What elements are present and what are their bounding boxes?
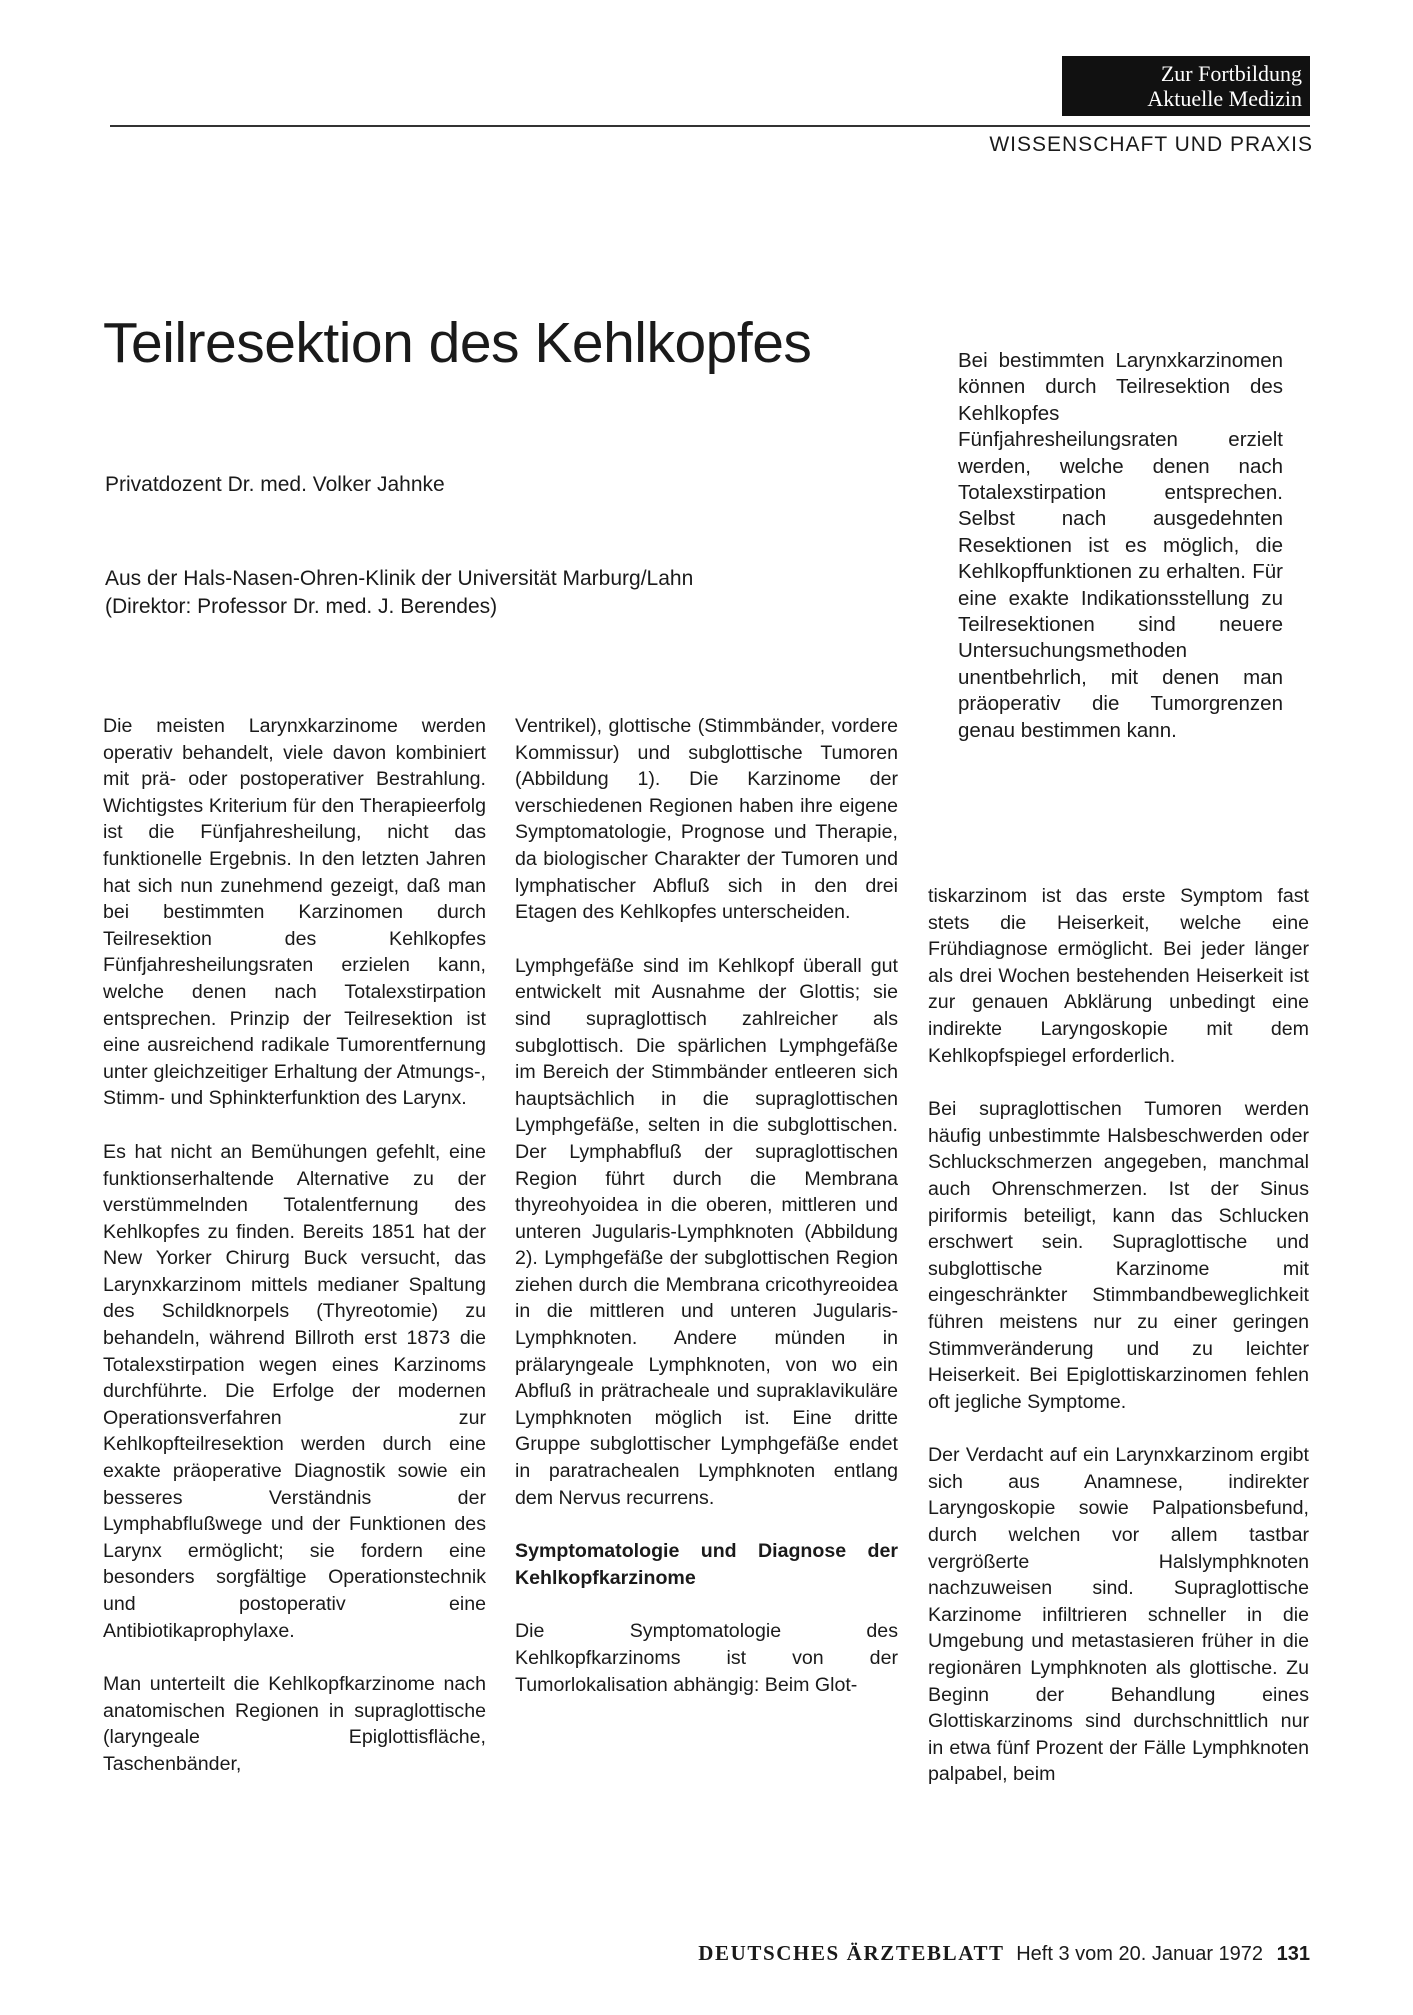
article-summary: Bei bestimmten Larynxkarzinomen können durch Teilresektion des Kehlkopfes Fünfjahresheilungsraten erzielt werden, welche denen nach Totalexstirpation entsprechen. Selbst nach ausgedehnten Resektionen ist es möglich, die Kehlkopffunktionen zu erhalten. Für eine exakte Indikationsstellung zu Teilresektionen sind neuere Untersuchungsmethoden unentbehrlich, mit denen man präoperativ die Tumorgrenzen genau bestimmen kann.: [958, 349, 1283, 742]
author-line: Privatdozent Dr. med. Volker Jahnke: [105, 473, 445, 496]
affiliation-line-2: (Direktor: Professor Dr. med. J. Berendes): [105, 595, 498, 618]
affiliation: [105, 565, 693, 621]
section-label: WISSENSCHAFT UND PRAXIS: [989, 133, 1313, 156]
page-footer: [698, 1941, 1310, 1966]
badge-line-1: Zur Fortbildung: [1160, 61, 1302, 86]
page-number: 131: [1276, 1943, 1310, 1965]
header-rule: [110, 125, 1310, 127]
body-column-1: [103, 713, 486, 1778]
body-column-3: [928, 883, 1309, 1788]
body-column-2: [515, 713, 898, 1698]
affiliation-line-1: Aus der Hals-Nasen-Ohren-Klinik der Universität Marburg/Lahn: [105, 567, 694, 590]
paragraph: Es hat nicht an Bemühungen gefehlt, eine funktionserhaltende Alternative zu der verstümmelnden Totalentfernung des Kehlkopfes zu finden. Bereits 1851 hat der New Yorker Chirurg Buck versucht, das Larynxkarzinom mittels medianer Spaltung des Schildknorpels (Thyreotomie) zu behandeln, während Billroth erst 1873 die Totalexstirpation wegen eines Karzinoms durchführte. Die Erfolge der modernen Operationsverfahren zur Kehlkopfteilresektion werden durch eine exakte präoperative Diagnostik sowie ein besseres Verständnis der Lymphabflußwege und der Funktionen des Larynx ermöglicht; sie fordern eine besonders sorgfältige Operationstechnik und postoperativ eine Antibiotikaprophylaxe.: [103, 1140, 486, 1642]
journal-name: DEUTSCHES ÄRZTEBLATT: [698, 1941, 1005, 1965]
badge-line-2: Aktuelle Medizin: [1147, 86, 1302, 111]
paragraph: Bei supraglottischen Tumoren werden häufig unbestimmte Halsbeschwerden oder Schluckschmerzen angegeben, manchmal auch Ohrenschmerzen. Ist der Sinus piriformis beteiligt, kann das Schlucken erschwert sein. Supraglottische und subglottische Karzinome mit eingeschränkter Stimmbandbeweglichkeit führen meistens nur zu einer geringen Stimmveränderung und zu leichter Heiserkeit. Bei Epiglottiskarzinomen fehlen oft jegliche Symptome.: [928, 1098, 1309, 1413]
paragraph: Ventrikel), glottische (Stimmbänder, vordere Kommissur) und subglottische Tumoren (Abbildung 1). Die Karzinome der verschiedenen Regionen haben ihre eigene Symptomatologie, Prognose und Therapie, da biologischer Charakter der Tumoren und lymphatischer Abfluß sich in den drei Etagen des Kehlkopfes unterscheiden.: [515, 715, 898, 924]
article-title: Teilresektion des Kehlkopfes: [103, 311, 812, 375]
paragraph: Lymphgefäße sind im Kehlkopf überall gut entwickelt mit Ausnahme der Glottis; sie sind supraglottisch zahlreicher als subglottisch. Die spärlichen Lymphgefäße im Bereich der Stimmbänder entleeren sich hauptsächlich in die supraglottischen Lymphgefäße, selten in die subglottischen. Der Lymphabfluß der supraglottischen Region führt durch die Membrana thyreohyoidea in die oberen, mittleren und unteren Jugularis-Lymphknoten (Abbildung 2). Lymphgefäße der subglottischen Region ziehen durch die Membrana cricothyreoidea in die mittleren und unteren Jugularis-Lymphknoten. Andere münden in prälaryngeale Lymphknoten, von wo ein Abfluß in prätracheale und supraklavikuläre Lymphknoten möglich ist. Eine dritte Gruppe subglottischer Lymphgefäße endet in paratrachealen Lymphknoten entlang dem Nervus recurrens.: [515, 954, 898, 1509]
issue-info: Heft 3 vom 20. Januar 1972: [1016, 1943, 1264, 1965]
section-badge: [1062, 56, 1310, 116]
paragraph: Die Symptomatologie des Kehlkopfkarzinoms ist von der Tumorlokalisation abhängig: Beim Glot-: [515, 1620, 898, 1696]
paragraph: Die meisten Larynxkarzinome werden operativ behandelt, viele davon kombiniert mit prä- oder postoperativer Bestrahlung. Wichtigstes Kriterium für den Therapieerfolg ist die Fünfjahresheilung, nicht das funktionelle Ergebnis. In den letzten Jahren hat sich nun zunehmend gezeigt, daß man bei bestimmten Karzinomen durch Teilresektion des Kehlkopfes Fünfjahresheilungsraten erzielen kann, welche denen nach Totalexstirpation entsprechen. Prinzip der Teilresektion ist eine ausreichend radikale Tumorentfernung unter gleichzeitiger Erhaltung der Atmungs-, Stimm- und Sphinkterfunktion des Larynx.: [103, 715, 486, 1110]
paragraph: Man unterteilt die Kehlkopfkarzinome nach anatomischen Regionen in supraglottische (laryngeale Epiglottisfläche, Taschenbänder,: [103, 1673, 486, 1775]
paragraph: Der Verdacht auf ein Larynxkarzinom ergibt sich aus Anamnese, indirekter Laryngoskopie sowie Palpationsbefund, durch welchen vor allem tastbar vergrößerte Halslymphknoten nachzuweisen sind. Supraglottische Karzinome infiltrieren schneller in die Umgebung und metastasieren früher in die regionären Lymphknoten als glottische. Zu Beginn der Behandlung eines Glottiskarzinoms sind durchschnittlich nur in etwa fünf Prozent der Fälle Lymphknoten palpabel, beim: [928, 1444, 1309, 1786]
paragraph: tiskarzinom ist das erste Symptom fast stets die Heiserkeit, welche eine Frühdiagnose ermöglicht. Bei jeder länger als drei Wochen bestehenden Heiserkeit ist zur genauen Abklärung unbedingt eine indirekte Laryngoskopie mit dem Kehlkopfspiegel erforderlich.: [928, 885, 1309, 1067]
section-heading: Symptomatologie und Diagnose der Kehlkopfkarzinome: [515, 1540, 898, 1589]
